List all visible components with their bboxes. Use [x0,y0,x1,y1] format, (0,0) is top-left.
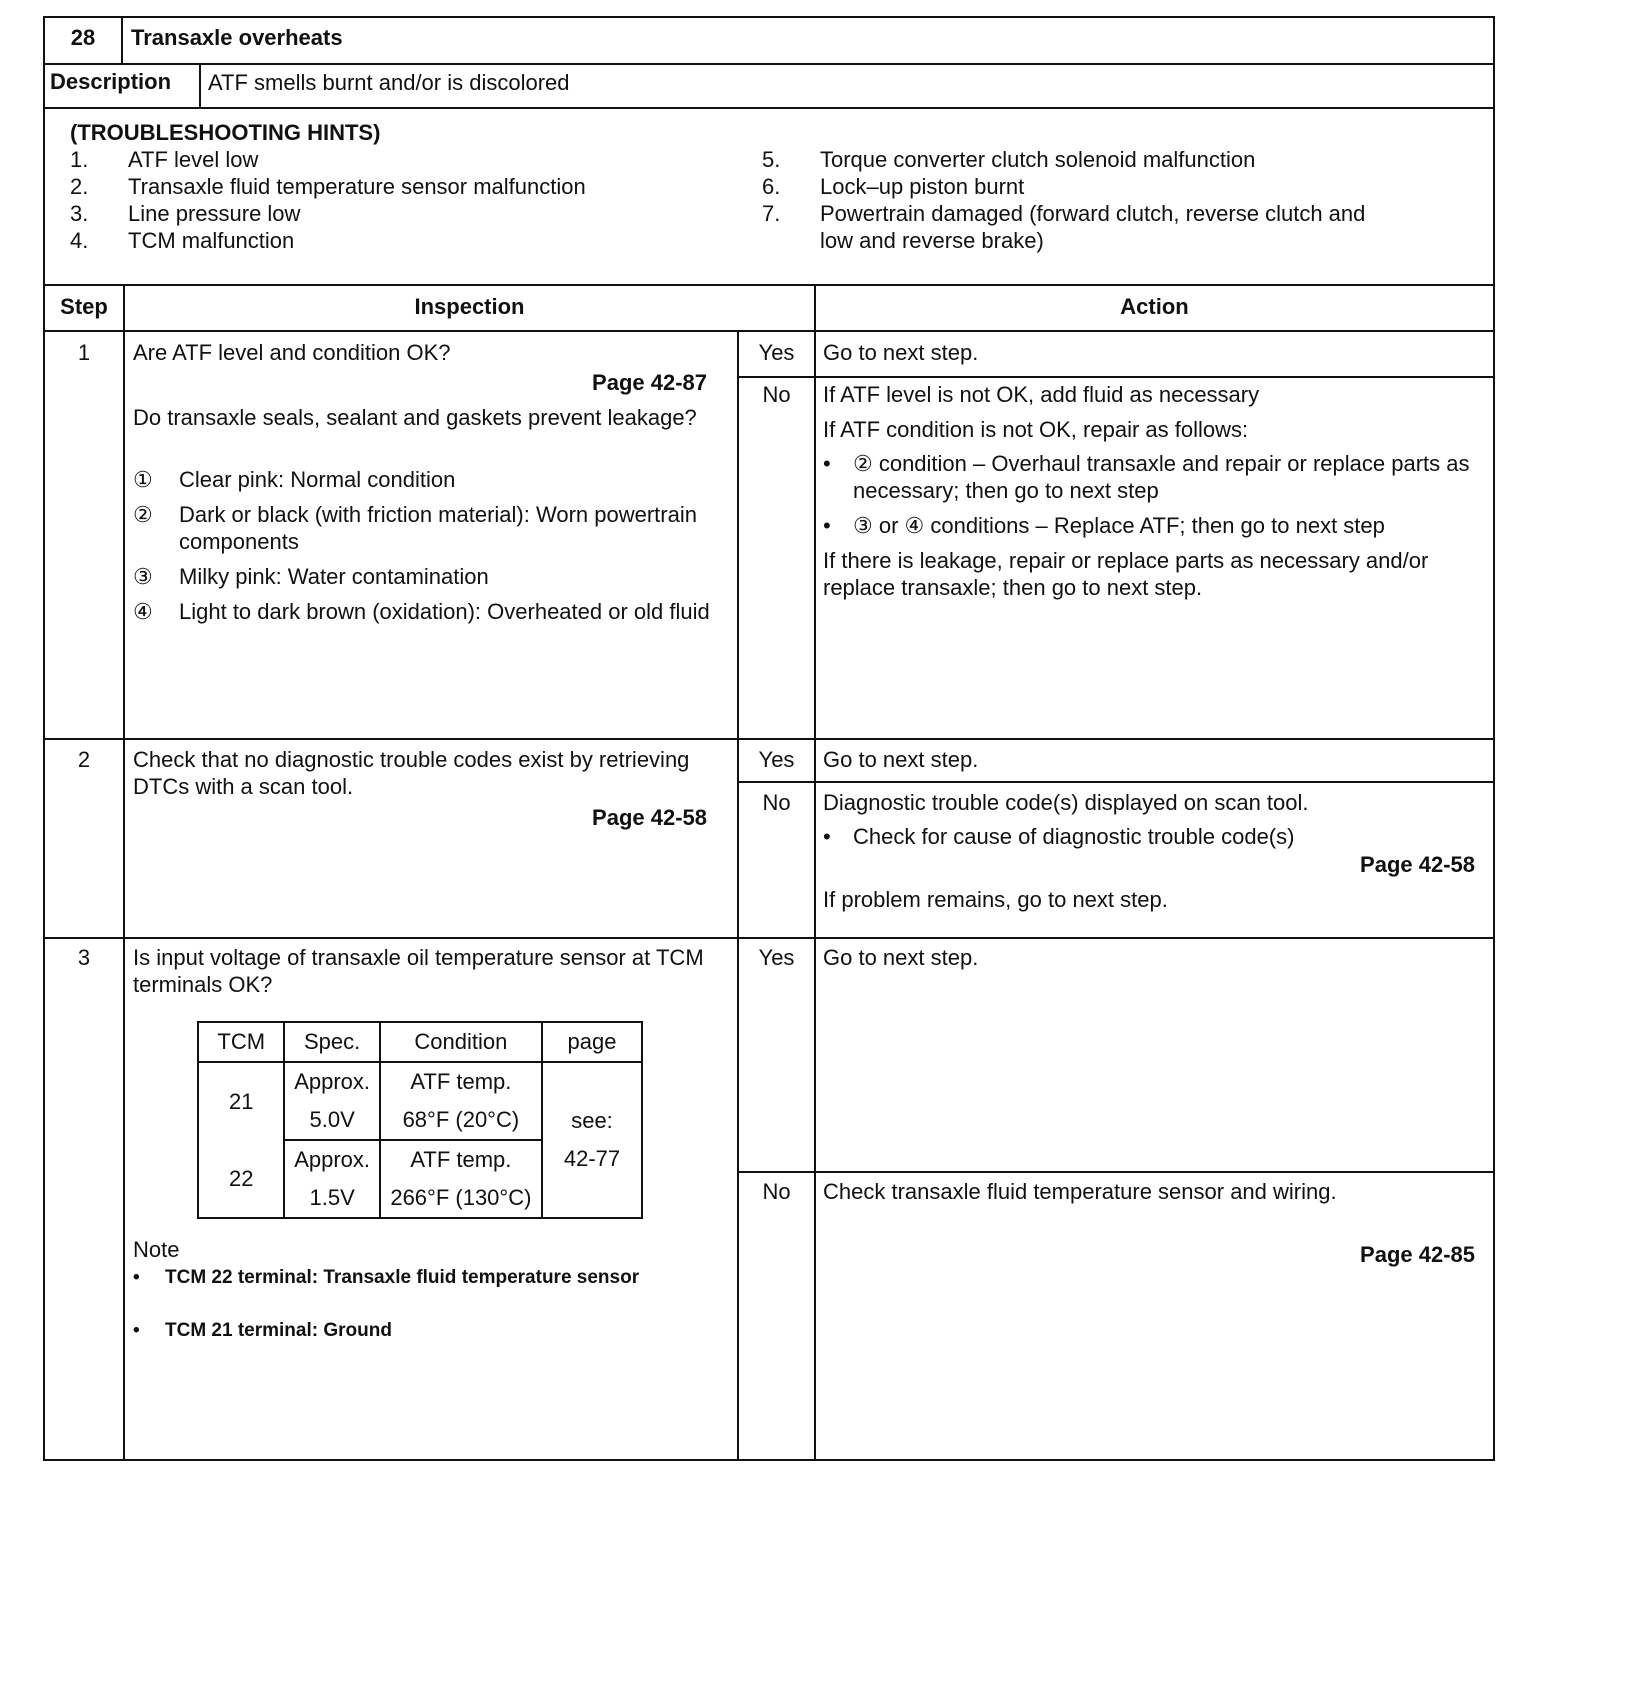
note-item: • TCM 21 terminal: Ground [133,1317,392,1344]
tcm-condition: ATF temp. 68°F (20°C) [380,1062,542,1140]
hint-number: 7. [762,201,781,226]
hint-number: 6. [762,174,781,199]
page-reference: Page 42-87 [592,370,707,395]
divider-step1-yes [737,376,1495,378]
column-header-inspection: Inspection [414,294,525,319]
divider-hints [43,284,1495,286]
page-reference: Page 42-58 [592,805,707,830]
inspection-question: Are ATF level and condition OK? [133,340,451,365]
hint-number: 5. [762,147,781,172]
condition-item: ③ Milky pink: Water contamination [133,564,489,589]
tcm-spec: Approx. 5.0V [284,1062,379,1140]
description-text: ATF smells burnt and/or is discolored [208,70,570,95]
no-action-text: Diagnostic trouble code(s) displayed on scan tool. [823,790,1309,815]
tcm-spec-table [197,1021,643,1219]
inspection-text: Check that no diagnostic trouble codes exist by retrieving DTCs with a scan tool. [133,747,690,799]
page-reference: Page 42-85 [1360,1242,1475,1267]
bullet-icon: • [823,451,831,476]
column-header-step: Step [60,294,108,319]
description-label: Description [50,69,172,94]
tcm-table-header: Condition [380,1022,542,1062]
divider-step2-yes [737,781,1495,783]
divider-step2 [43,738,1495,740]
divider-header [43,63,1495,65]
section-number: 28 [70,25,96,50]
no-action-bullet: • ② condition – Overhaul transaxle and repair or replace parts as necessary; then go to next step [823,451,1470,503]
divider-description-label [199,63,201,108]
condition-item: ④ Light to dark brown (oxidation): Overheated or old fluid [133,599,710,624]
column-header-action: Action [1120,294,1189,319]
step-number: 1 [77,340,91,365]
divider-step3 [43,937,1495,939]
no-action-text: If problem remains, go to next step. [823,887,1168,912]
table-border-bottom [43,1459,1495,1461]
hints-heading: (TROUBLESHOOTING HINTS) [70,120,381,145]
no-label: No [762,790,791,815]
no-action-text: If ATF level is not OK, add fluid as necessary [823,382,1260,407]
tcm-terminal: 21 [198,1062,284,1140]
hint-text-continued: low and reverse brake) [820,228,1044,253]
yes-action: Go to next step. [823,340,979,365]
table-border-left [43,16,45,1461]
inspection-question: Do transaxle seals, sealant and gaskets prevent leakage? [133,405,697,430]
tcm-spec: Approx. 1.5V [284,1140,379,1218]
divider-header-number [121,16,123,64]
divider-step-column [123,284,125,1461]
note-label: Note [133,1237,180,1262]
tcm-condition: ATF temp. 266°F (130°C) [380,1140,542,1218]
condition-item: ① Clear pink: Normal condition [133,467,456,492]
bullet-icon: • [133,1320,140,1341]
tcm-page-reference: see: 42-77 [542,1062,642,1218]
divider-step3-yes [737,1171,1495,1173]
divider-action-column [814,284,816,1461]
tcm-table-header: TCM [198,1022,284,1062]
no-action-text: If ATF condition is not OK, repair as follows: [823,417,1249,442]
no-action-text: Check transaxle fluid temperature sensor and wiring. [823,1179,1337,1204]
no-action-text: If there is leakage, repair or replace parts as necessary and/or replace transaxle; then go to next step. [823,548,1429,600]
tcm-terminal: 22 [198,1140,284,1218]
no-action-bullet: • Check for cause of diagnostic trouble code(s) [823,824,1295,849]
condition-item: ② Dark or black (with friction material): Worn powertrain components [133,502,697,554]
divider-description [43,107,1495,109]
table-border-top [43,16,1495,18]
bullet-icon: • [823,824,831,849]
divider-inspection-column [737,330,739,1461]
step-number: 3 [77,945,91,970]
section-title: Transaxle overheats [131,25,343,50]
circled-number-icon: ③ [133,564,153,589]
circled-number-icon: ② [133,502,153,527]
hint-number: 4. [70,228,89,253]
no-action-bullet: • ③ or ④ conditions – Replace ATF; then go to next step [823,513,1385,538]
note-item: • TCM 22 terminal: Transaxle fluid temperature sensor [133,1264,705,1291]
hint-text: Powertrain damaged (forward clutch, reverse clutch and [820,201,1366,226]
divider-column-headers [43,330,1495,332]
tcm-table-header: Spec. [284,1022,379,1062]
inspection-text: Is input voltage of transaxle oil temperature sensor at TCM terminals OK? [133,945,704,997]
hint-text: Lock–up piston burnt [820,174,1025,199]
no-label: No [762,1179,791,1204]
hint-text: Torque converter clutch solenoid malfunction [820,147,1256,172]
hint-number: 1. [70,147,89,172]
table-border-right [1493,16,1495,1461]
hint-text: TCM malfunction [128,228,295,253]
yes-label: Yes [758,945,795,970]
step-number: 2 [77,747,91,772]
tcm-table-header: page [542,1022,642,1062]
circled-number-icon: ④ [133,599,153,624]
no-label: No [762,382,791,407]
hint-number: 2. [70,174,89,199]
hint-text: ATF level low [128,147,259,172]
hint-text: Line pressure low [128,201,301,226]
hint-number: 3. [70,201,89,226]
bullet-icon: • [823,513,831,538]
circled-number-icon: ① [133,467,153,492]
yes-action: Go to next step. [823,945,979,970]
yes-label: Yes [758,747,795,772]
hint-text: Transaxle fluid temperature sensor malfunction [128,174,586,199]
yes-label: Yes [758,340,795,365]
yes-action: Go to next step. [823,747,979,772]
bullet-icon: • [133,1267,140,1288]
page-reference: Page 42-58 [1360,852,1475,877]
